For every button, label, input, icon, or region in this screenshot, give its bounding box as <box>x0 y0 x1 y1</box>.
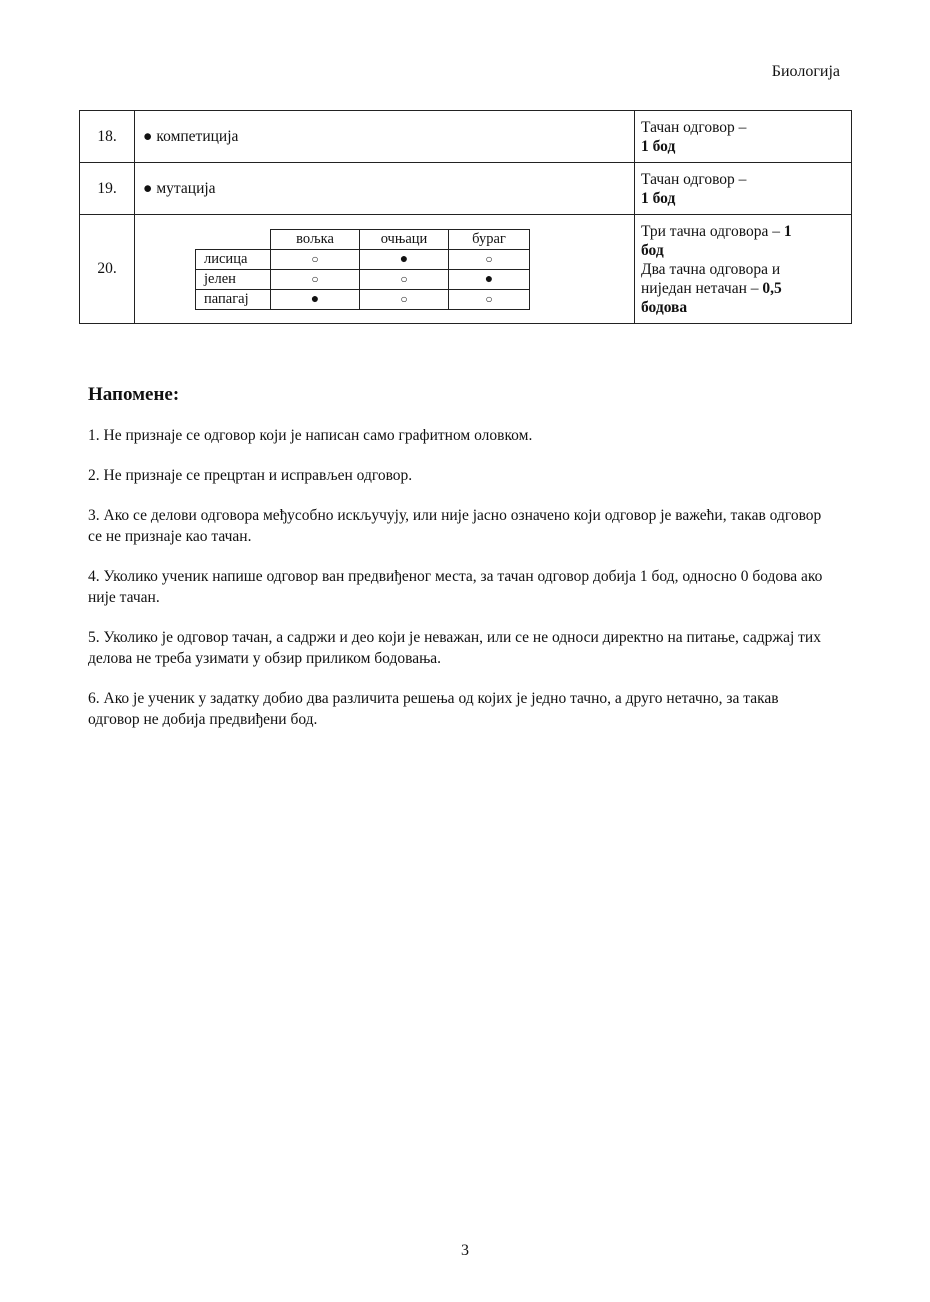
question-number: 19. <box>80 163 135 215</box>
empty-circle-icon: ○ <box>485 291 493 306</box>
score-points: бодова <box>641 298 688 316</box>
grid-mark <box>271 269 360 289</box>
grid-row-label: папагај <box>196 289 271 309</box>
table-row <box>80 215 852 324</box>
answer-text: мутација <box>156 179 216 197</box>
grid-mark <box>271 249 360 269</box>
empty-circle-icon: ○ <box>485 251 493 266</box>
answer-grid <box>195 229 530 310</box>
empty-circle-icon: ○ <box>400 271 408 286</box>
score-text: ниједан нетачан – <box>641 279 759 297</box>
score-text: Тачан одговор – <box>641 118 747 136</box>
grid-row <box>196 249 530 269</box>
note-item: 6. Ако је ученик у задатку добио два различита решења од којих је једно тачно, а друго нетачно, за такав одговор не добија предвиђени бод. <box>88 690 779 728</box>
note-item: 5. Уколико је одговор тачан, а садржи и део који је неважан, или се не односи директно на питање, садржај тих делова не треба узимати у обзир приликом бодовања. <box>88 629 821 667</box>
score-points: 1 бод <box>641 189 676 207</box>
grid-mark <box>360 249 449 269</box>
grid-corner <box>196 229 271 249</box>
grid-row-label: лисица <box>196 249 271 269</box>
score-points: 0,5 <box>762 279 782 297</box>
note-item: 4. Уколико ученик напише одговор ван предвиђеног места, за тачан одговор добија 1 бод, односно 0 бодова ако није тачан. <box>88 568 823 606</box>
empty-circle-icon: ○ <box>311 271 319 286</box>
score-text: Три тачна одговора – <box>641 222 780 240</box>
notes-title: Напомене: <box>88 384 180 405</box>
grid-mark <box>271 289 360 309</box>
bullet-icon: ● <box>143 127 153 145</box>
grid-row-label: јелен <box>196 269 271 289</box>
bullet-icon: ● <box>143 179 153 197</box>
grid-header-row <box>196 229 530 249</box>
grid-mark <box>449 269 530 289</box>
score-cell <box>635 163 852 215</box>
score-points: 1 бод <box>641 137 676 155</box>
answer-text: компетиција <box>156 127 239 145</box>
table-row <box>80 163 852 215</box>
grid-row <box>196 289 530 309</box>
empty-circle-icon: ○ <box>311 251 319 266</box>
answer-cell <box>135 215 635 324</box>
grid-column-header: бураг <box>449 229 530 249</box>
grid-mark <box>449 289 530 309</box>
note-item: 1. Не признаје се одговор који је написан само графитном оловком. <box>88 427 533 444</box>
page-number: 3 <box>461 1242 469 1259</box>
answer-cell <box>135 163 635 215</box>
grid-mark <box>360 289 449 309</box>
filled-circle-icon: ● <box>484 271 494 287</box>
note-item: 3. Ако се делови одговора међусобно искључују, или није јасно означено који одговор је важећи, такав одговор се не признаје као тачан. <box>88 507 822 545</box>
question-number: 18. <box>80 111 135 163</box>
score-cell <box>635 215 852 324</box>
score-text: Тачан одговор – <box>641 170 747 188</box>
score-text: Два тачна одговора и <box>641 260 781 278</box>
grid-column-header: вољка <box>271 229 360 249</box>
score-cell <box>635 111 852 163</box>
grid-row <box>196 269 530 289</box>
note-item: 2. Не признаје се прецртан и исправљен одговор. <box>88 467 413 484</box>
score-points: бод <box>641 241 664 259</box>
notes-section <box>88 384 828 749</box>
header-subject: Биологија <box>771 63 840 80</box>
grid-column-header: очњаци <box>360 229 449 249</box>
question-number: 20. <box>80 215 135 324</box>
filled-circle-icon: ● <box>399 251 409 267</box>
empty-circle-icon: ○ <box>400 291 408 306</box>
grid-mark <box>449 249 530 269</box>
table-row <box>80 111 852 163</box>
score-points: 1 <box>783 222 792 240</box>
grid-mark <box>360 269 449 289</box>
filled-circle-icon: ● <box>310 291 320 307</box>
answer-key-table <box>79 110 852 324</box>
answer-cell <box>135 111 635 163</box>
